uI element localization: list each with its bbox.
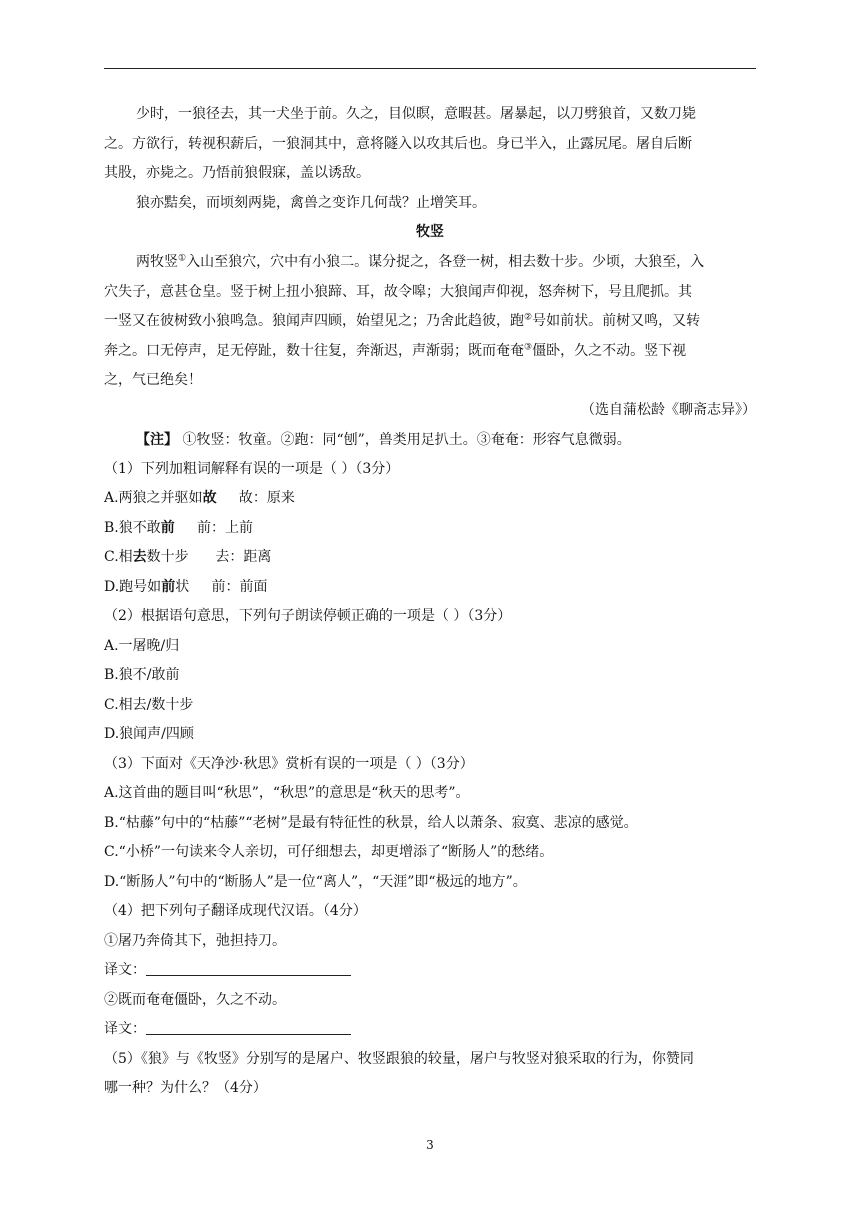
footnote-mark: ③	[524, 342, 533, 353]
option-2a: A.一屠晚/归	[104, 638, 180, 654]
option-2d: D.狼闻声/四顾	[104, 726, 194, 742]
muzhu-line: 之，气已绝矣！	[104, 372, 202, 388]
answer-line-1: 译文：	[104, 960, 756, 980]
note-line: 【注】 ①牧竖：牧童。②跑：同“刨”，兽类用足扒土。③奄奄：形容气息微弱。	[136, 432, 631, 448]
option-3c: C.“小桥”一句读来令人亲切，可仔细想去，却更增添了“断肠人”的愁绪。	[104, 844, 554, 860]
answer-blank[interactable]	[146, 1020, 351, 1035]
option-3b: B.“枯藤”句中的“枯藤”“老树”是最有特征性的秋景，给人以萧条、寂寞、悲凉的感觉。	[104, 815, 638, 831]
option-3a: A.这首曲的题目叫“秋思”，“秋思”的意思是“秋天的思考”。	[104, 785, 470, 801]
footnote-mark: ②	[524, 312, 533, 323]
question-5: （5）《狼》与《牧竖》分别写的是屠户、牧竖跟狼的较量，屠户与牧竖对狼采取的行为，你赞同	[104, 1051, 694, 1067]
question-1: （1）下列加粗词解释有误的一项是（ ）（3分）	[104, 461, 400, 477]
option-1c: C.相去数十步 去：距离	[104, 549, 272, 565]
passage-line: 其股，亦毙之。乃悟前狼假寐，盖以诱敌。	[104, 165, 370, 181]
sentence-2: ②既而奄奄僵卧，久之不动。	[104, 992, 286, 1008]
note-label: 【注】	[136, 432, 178, 448]
passage-line: 狼亦黠矣，而顷刻两毙，禽兽之变诈几何哉？止增笑耳。	[136, 195, 486, 211]
option-2b: B.狼不/敢前	[104, 667, 180, 683]
option-3d: D.“断肠人”句中的“断肠人”是一位“离人”，“天涯”即“极远的地方”。	[104, 874, 527, 890]
header-rule	[104, 68, 756, 69]
option-1d: D.跑号如前状 前：前面	[104, 579, 268, 595]
answer-blank[interactable]	[146, 961, 351, 976]
answer-line-2: 译文：	[104, 1019, 756, 1039]
sentence-1: ①屠乃奔倚其下，弛担持刀。	[104, 933, 286, 949]
page-number: 3	[426, 1138, 434, 1152]
question-3: （3）下面对《天净沙·秋思》赏析有误的一项是（ ）（3分）	[104, 756, 474, 772]
option-1a: A.两狼之并驱如故 故：原来	[104, 490, 295, 506]
muzhu-line: 一竖又在彼树致小狼鸣急。狼闻声四顾，始望见之；乃舍此趋彼，跑②号如前状。前树又鸣，又转	[104, 312, 701, 329]
question-2: （2）根据语句意思，下列句子朗读停顿正确的一项是（ ）（3分）	[104, 608, 512, 624]
footnote-mark: ①	[178, 253, 187, 264]
passage-line: 少时，一狼径去，其一犬坐于前。久之，目似瞑，意暇甚。屠暴起，以刀劈狼首，又数刀毙	[136, 106, 696, 122]
section-title: 牧竖	[416, 224, 444, 240]
muzhu-line: 奔之。口无停声，足无停趾，数十往复，奔渐迟，声渐弱；既而奄奄③僵卧，久之不动。竖下视	[104, 342, 687, 359]
muzhu-line: 穴失子，意甚仓皇。竖于树上扭小狼蹄、耳，故令嗥；大狼闻声仰视，怒奔树下，号且爬抓。其	[104, 284, 692, 300]
option-2c: C.相去/数十步	[104, 697, 194, 713]
muzhu-line: 两牧竖①入山至狼穴，穴中有小狼二。谋分捉之，各登一树，相去数十步。少顷，大狼至，入	[136, 253, 705, 270]
question-5-cont: 哪一种？为什么？（4分）	[104, 1080, 267, 1096]
option-1b: B.狼不敢前 前：上前	[104, 520, 254, 536]
source-citation: （选自蒲松龄《聊斋志异》）	[581, 402, 756, 418]
passage-line: 之。方欲行，转视积薪后，一狼洞其中，意将隧入以攻其后也。身已半入，止露尻尾。屠自后断	[104, 136, 692, 152]
question-4: （4）把下列句子翻译成现代汉语。（4分）	[104, 903, 367, 919]
